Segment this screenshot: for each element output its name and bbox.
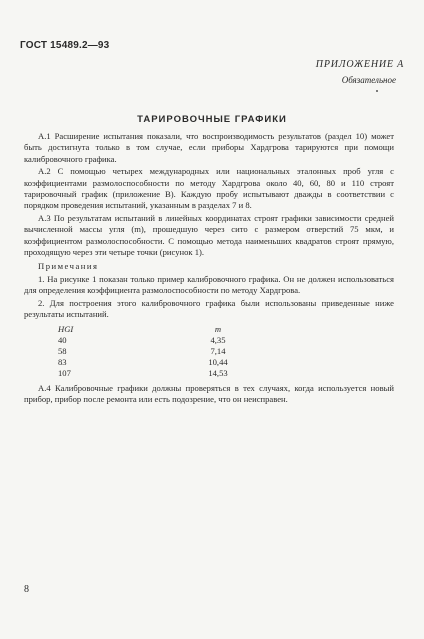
paragraph-a3: А.3 По результатам испытаний в линейных координатах строят графики зависимости средней вычисленной массы угля (m), прошедшую через сито с размером отверстий 75 мкм, и коэффициентом размолоспособности. С помощью метода наименьших квадратов строят прямую, проходящую через эти четыре точки (рисунок 1). [24, 212, 394, 258]
appendix-status: Обязательное [341, 75, 396, 85]
table-cell: 83 [58, 357, 67, 368]
page-number: 8 [24, 584, 29, 595]
table-cell: 7,14 [210, 345, 226, 356]
note-1: 1. На рисунке 1 показан только пример калибровочного графика. Он не должен использоваться для определения коэффициента размолоспособности по методу Хардгрова. [24, 273, 394, 296]
table-row [58, 346, 248, 357]
note-2: 2. Для построения этого калибровочного графика были использованы приведенные ниже результаты испытаний. [24, 297, 394, 320]
table-cell: 10,44 [208, 357, 228, 368]
paragraph-a2: А.2 С помощью четырех международных или национальных эталонных проб угля с коэффициентами размолоспособности по методу Хардгрова около 40, 60, 80 и 110 строят тарировочный график (приложение В). Каждую пробу испытывают дважды в соответствии с порядком проведения испытаний, указанным в разделах 7 и 8. [24, 166, 394, 211]
col-header-hgi: HGI [58, 323, 74, 334]
paragraph-a4: А.4 Калибровочные графики должны проверяться в тех случаях, когда используется новый прибор, прибор после ремонта или есть подозрение, что он неисправен. [24, 382, 394, 404]
appendix-title: ПРИЛОЖЕНИЕ А [315, 59, 404, 70]
col-header-m: m [214, 323, 222, 334]
section-title: ТАРИРОВОЧНЫЕ ГРАФИКИ [137, 114, 287, 125]
body-text [24, 131, 394, 406]
table-cell: 40 [58, 334, 67, 345]
table-cell: 107 [58, 368, 71, 379]
table-cell: 14,53 [208, 368, 228, 379]
notes-heading: Примечания [38, 261, 99, 272]
scan-speck [376, 90, 378, 92]
table-cell: 4,35 [210, 334, 226, 345]
paragraph-a1: А.1 Расширение испытания показали, что воспроизводимость результатов (раздел 10) может быть достигнута только в том случае, если приборы Хардгрова тарируются при помощи калибровочного графика. [24, 131, 394, 164]
table-header-row [58, 324, 248, 335]
table-row [58, 368, 248, 379]
table-row [58, 335, 248, 346]
table-row [58, 357, 248, 368]
results-table [58, 324, 248, 380]
table-cell: 58 [58, 345, 67, 356]
standard-header: ГОСТ 15489.2—93 [20, 40, 110, 51]
